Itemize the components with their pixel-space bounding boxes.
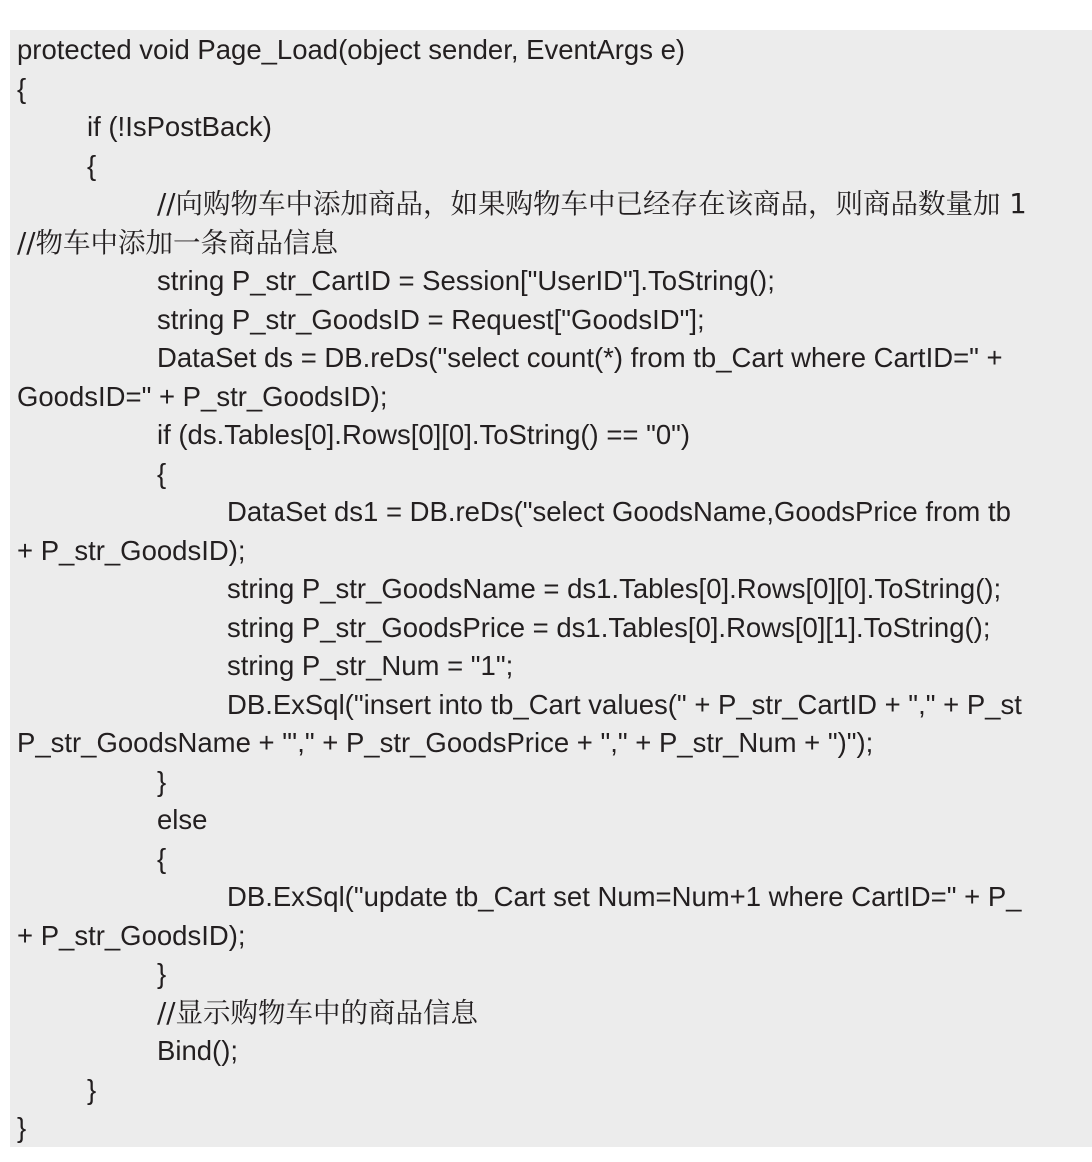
code-line: protected void Page_Load(object sender, EventArgs e) xyxy=(17,34,686,65)
code-line: { xyxy=(87,149,97,181)
code-line: } xyxy=(157,958,167,989)
code-line: } xyxy=(87,1073,97,1105)
code-comment-line: //显示购物车中的商品信息 xyxy=(157,996,479,1029)
code-line: DataSet ds1 = DB.reDs("select GoodsName,GoodsPrice from tb xyxy=(227,496,1011,527)
code-line: if (ds.Tables[0].Rows[0][0].ToString() == "0") xyxy=(157,419,691,450)
code-line: if (!IsPostBack) xyxy=(87,111,272,142)
code-line: P_str_GoodsName + "'," + P_str_GoodsPrice + "," + P_str_Num + ")"); xyxy=(17,727,874,758)
code-line: + P_str_GoodsID); xyxy=(17,534,246,566)
code-line: Bind(); xyxy=(157,1035,238,1066)
code-line: } xyxy=(157,765,167,797)
code-line: string P_str_GoodsID = Request["GoodsID"]; xyxy=(157,303,705,335)
code-block xyxy=(10,30,1092,1147)
code-line: GoodsID=" + P_str_GoodsID); xyxy=(17,380,388,412)
code-line: else xyxy=(157,804,208,835)
code-line: { xyxy=(157,457,167,489)
code-line: DataSet ds = DB.reDs("select count(*) from tb_Cart where CartID=" + xyxy=(157,342,1003,373)
code-line: { xyxy=(17,72,27,104)
code-lines xyxy=(17,30,1092,1147)
code-line: string P_str_Num = "1"; xyxy=(227,650,514,681)
code-line: + P_str_GoodsID); xyxy=(17,919,246,951)
code-line: DB.ExSql("update tb_Cart set Num=Num+1 where CartID=" + P_ xyxy=(227,881,1022,912)
code-comment-line: //物车中添加一条商品信息 xyxy=(17,226,339,259)
code-line: string P_str_GoodsName = ds1.Tables[0].Rows[0][0].ToString(); xyxy=(227,573,1002,604)
code-line: { xyxy=(157,842,167,874)
code-comment-line: //向购物车中添加商品，如果购物车中已经存在该商品，则商品数量加 1 xyxy=(157,188,1027,220)
code-line: string P_str_GoodsPrice = ds1.Tables[0].Rows[0][1].ToString(); xyxy=(227,611,991,643)
code-line: DB.ExSql("insert into tb_Cart values(" + P_str_CartID + "," + P_st xyxy=(227,688,1022,720)
code-line: string P_str_CartID = Session["UserID"].ToString(); xyxy=(157,265,775,296)
code-line: } xyxy=(17,1112,27,1143)
